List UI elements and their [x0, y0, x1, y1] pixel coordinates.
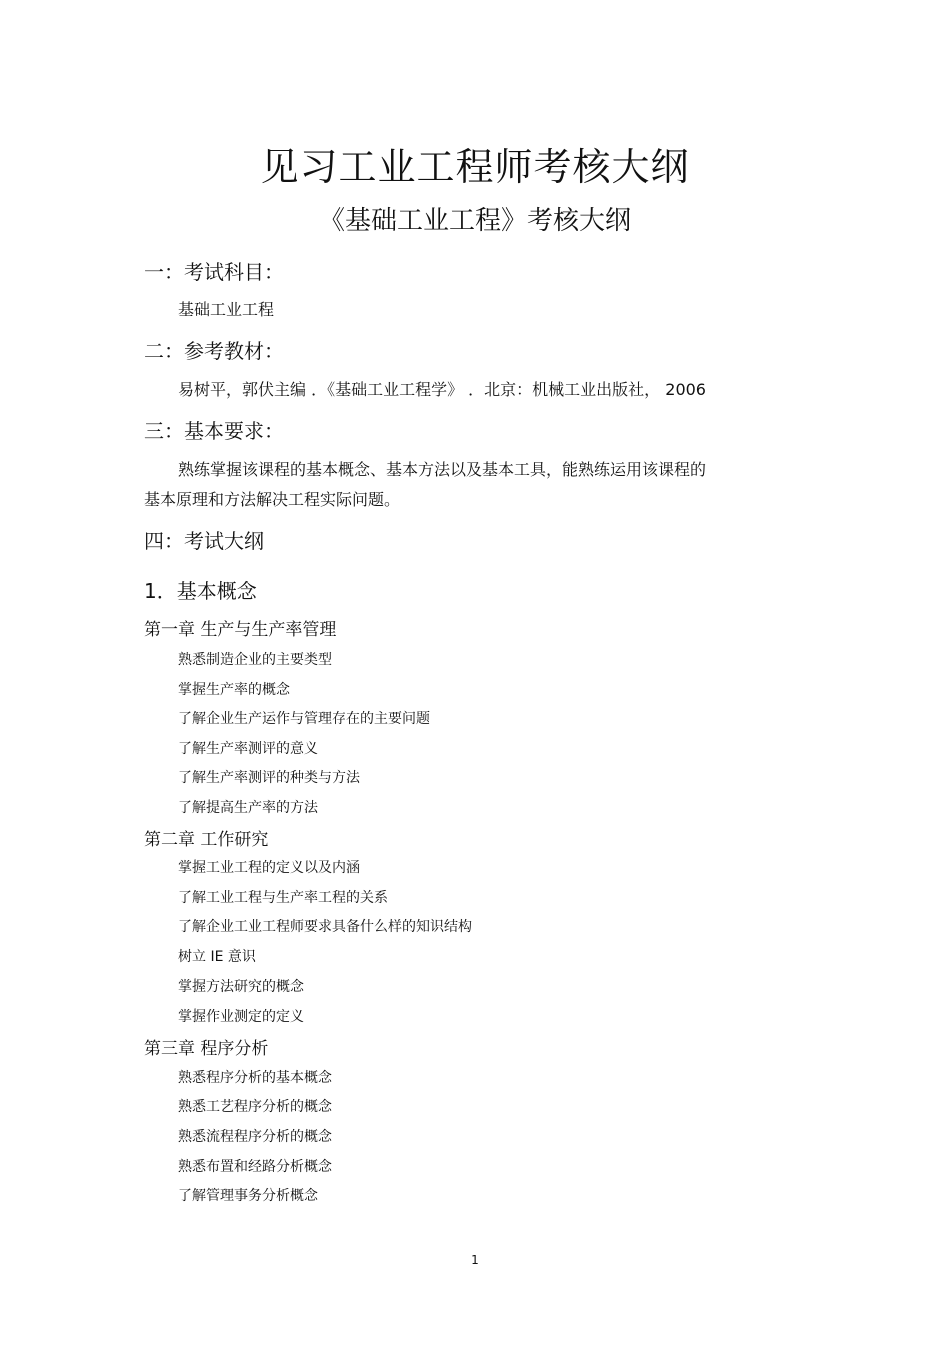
section-heading-requirements: 三：基本要求：	[144, 419, 284, 443]
chapter-title: 第一章 生产与生产率管理	[144, 620, 337, 640]
list-item: 了解提高生产率的方法	[178, 800, 318, 816]
document-title: 见习工业工程师考核大纲	[260, 145, 690, 189]
list-item: 熟悉工艺程序分析的概念	[178, 1099, 332, 1115]
subsection-heading: 1．基本概念	[144, 579, 257, 603]
list-item: 熟悉程序分析的基本概念	[178, 1070, 332, 1086]
page-number: 1	[471, 1253, 479, 1267]
section-body-subject: 基础工业工程	[178, 300, 275, 319]
list-item: 了解企业工业工程师要求具备什么样的知识结构	[178, 919, 472, 935]
chapter-title: 第二章 工作研究	[144, 830, 269, 850]
list-item: 树立 IE 意识	[178, 949, 256, 965]
section-heading-outline: 四：考试大纲	[144, 529, 264, 553]
list-item: 掌握方法研究的概念	[178, 979, 304, 995]
list-item: 熟悉流程程序分析的概念	[178, 1129, 332, 1145]
section-heading-textbook: 二：参考教材：	[144, 339, 284, 363]
list-item: 了解工业工程与生产率工程的关系	[178, 890, 388, 906]
list-item: 了解企业生产运作与管理存在的主要问题	[178, 711, 430, 727]
section-body-textbook: 易树平，郭伏主编 ．《基础工业工程学》 ．北京：机械工业出版社， 2006	[178, 380, 706, 399]
section-body-requirements-line-2: 基本原理和方法解决工程实际问题。	[144, 490, 401, 509]
list-item: 熟悉布置和经路分析概念	[178, 1159, 332, 1175]
list-item: 掌握生产率的概念	[178, 682, 290, 698]
list-item: 掌握作业测定的定义	[178, 1009, 304, 1025]
list-item: 了解生产率测评的种类与方法	[178, 770, 360, 786]
section-body-requirements-line-1: 熟练掌握该课程的基本概念、基本方法以及基本工具，能熟练运用该课程的	[178, 460, 707, 479]
section-heading-subject: 一：考试科目：	[144, 260, 284, 284]
list-item: 了解管理事务分析概念	[178, 1188, 318, 1204]
document-subtitle: 《基础工业工程》考核大纲	[318, 206, 631, 236]
chapter-title: 第三章 程序分析	[144, 1039, 269, 1059]
list-item: 掌握工业工程的定义以及内涵	[178, 860, 360, 876]
list-item: 了解生产率测评的意义	[178, 741, 318, 757]
list-item: 熟悉制造企业的主要类型	[178, 652, 332, 668]
